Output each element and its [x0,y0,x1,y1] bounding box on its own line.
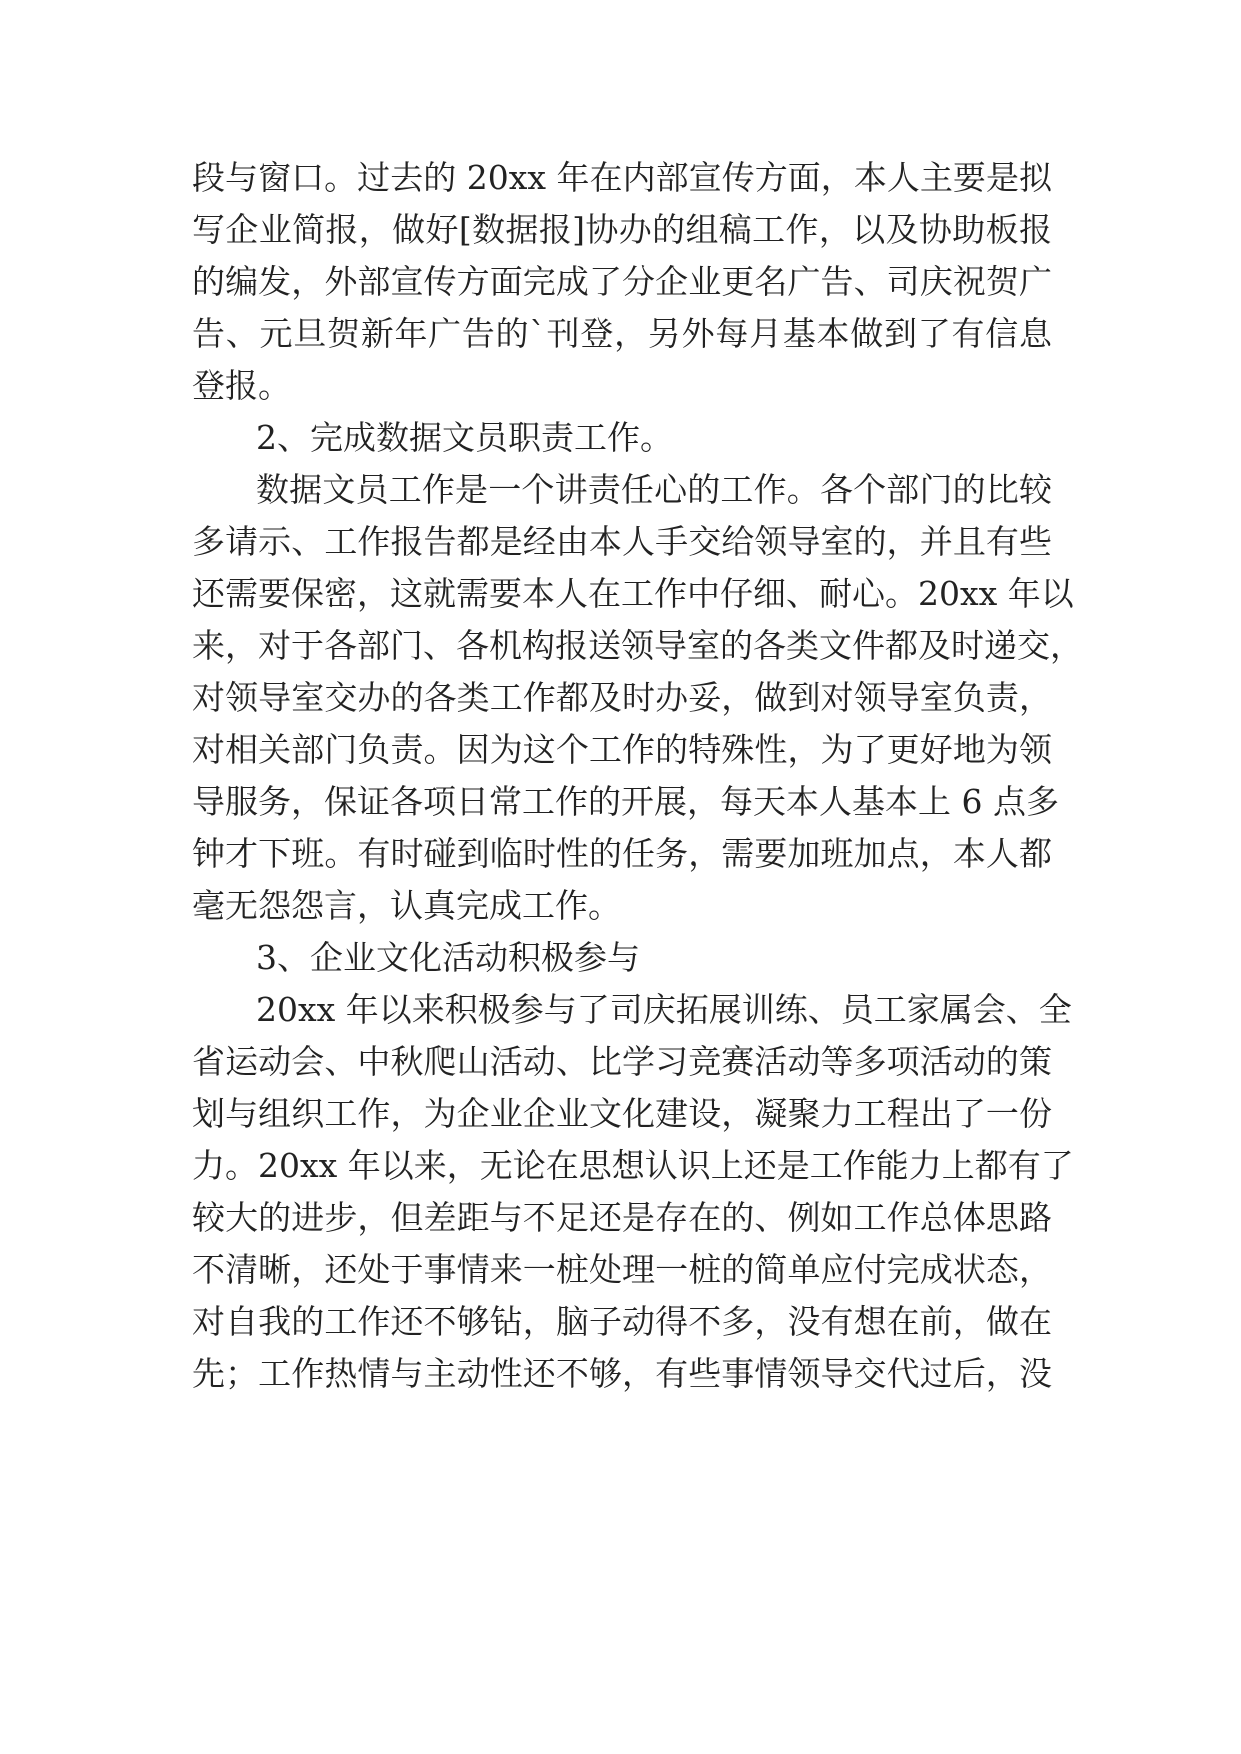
paragraph-line: 划与组织工作，为企业企业文化建设，凝聚力工程出了一份 [192,1094,1052,1133]
paragraph-line: 导服务，保证各项日常工作的开展，每天本人基本上 6 点多 [192,782,1059,821]
paragraph-line: 钟才下班。有时碰到临时性的任务，需要加班加点，本人都 [192,834,1052,873]
paragraph-line: 来，对于各部门、各机构报送领导室的各类文件都及时递交， [192,626,1083,665]
paragraph-line: 力。20xx 年以来，无论在思想认识上还是工作能力上都有了 [192,1146,1074,1185]
section-heading: 2、完成数据文员职责工作。 [256,418,673,457]
paragraph-line: 对自我的工作还不够钻，脑子动得不多，没有想在前，做在 [192,1302,1052,1341]
paragraph-line: 多请示、工作报告都是经由本人手交给领导室的，并且有些 [192,522,1052,561]
paragraph-line: 不清晰，还处于事情来一桩处理一桩的简单应付完成状态， [192,1250,1052,1289]
paragraph-line: 还需要保密，这就需要本人在工作中仔细、耐心。20xx 年以 [192,574,1074,613]
paragraph-line: 写企业简报，做好[数据报]协办的组稿工作，以及协助板报 [192,210,1052,249]
paragraph-line: 的编发，外部宣传方面完成了分企业更名广告、司庆祝贺广 [192,262,1052,301]
paragraph-line: 告、元旦贺新年广告的`刊登，另外每月基本做到了有信息 [192,314,1052,353]
section-heading: 3、企业文化活动积极参与 [256,938,640,977]
paragraph-line: 先；工作热情与主动性还不够，有些事情领导交代过后，没 [192,1354,1052,1393]
paragraph-line: 对领导室交办的各类工作都及时办妥，做到对领导室负责， [192,678,1052,717]
paragraph-line: 登报。 [192,366,291,405]
paragraph-line: 数据文员工作是一个讲责任心的工作。各个部门的比较 [256,470,1052,509]
paragraph-line: 20xx 年以来积极参与了司庆拓展训练、员工家属会、全 [256,990,1072,1029]
paragraph-line: 省运动会、中秋爬山活动、比学习竞赛活动等多项活动的策 [192,1042,1052,1081]
paragraph-line: 毫无怨怨言，认真完成工作。 [192,886,621,925]
paragraph-line: 较大的进步，但差距与不足还是存在的、例如工作总体思路 [192,1198,1052,1237]
paragraph-line: 段与窗口。过去的 20xx 年在内部宣传方面，本人主要是拟 [192,158,1052,197]
paragraph-line: 对相关部门负责。因为这个工作的特殊性，为了更好地为领 [192,730,1052,769]
